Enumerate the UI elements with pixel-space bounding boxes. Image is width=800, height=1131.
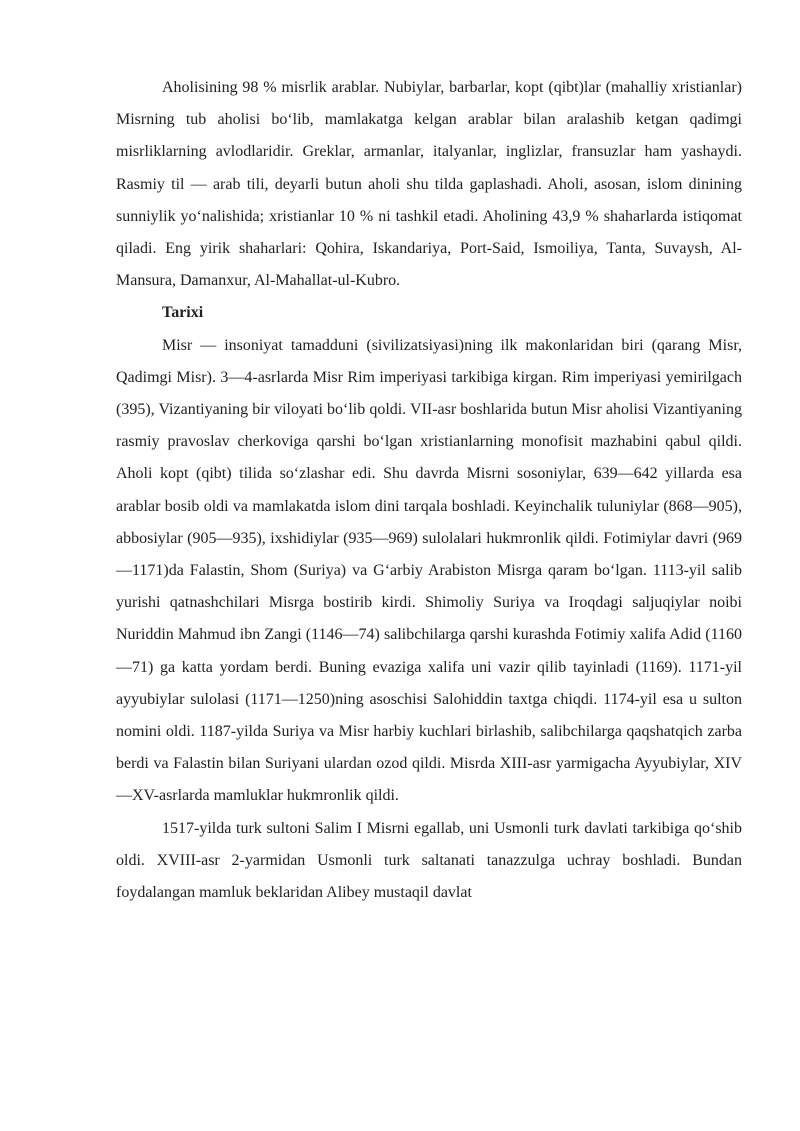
paragraph-history: Misr — insoniyat tamadduni (sivilizatsiyasi)ning ilk makonlaridan biri (qarang Misr, Qadimgi Misr). 3—4-asrlarda Misr Rim imperiyasi tarkibiga kirgan. Rim imperiyasi yemirilgach (395), Vizantiyaning bir viloyati bo‘lib qoldi. VII-asr boshlarida butun Misr aholisi Vizantiyaning rasmiy pravoslav cherkoviga qarshi bo‘lgan xristianlarning monofisit mazhabini qabul qildi. Aholi kopt (qibt) tilida so‘zlashar edi. Shu davrda Misrni sosoniylar, 639—642 yillarda esa arablar bosib oldi va mamlakatda islom dini tarqala boshladi. Keyinchalik tuluniylar (868—905), abbosiylar (905—935), ixshidiylar (935—969) sulolalari hukmronlik qildi. Fotimiylar davri (969—1171)da Falastin, Shom (Suriya) va G‘arbiy Arabiston Misrga qaram bo‘lgan. 1113-yil salib yurishi qatnashchilari Misrga bostirib kirdi. Shimoliy Suriya va Iroqdagi saljuqiylar noibi Nuriddin Mahmud ibn Zangi (1146—74) salibchilarga qarshi kurashda Fotimiy xalifa Adid (1160—71) ga katta yordam berdi. Buning evaziga xalifa uni vazir qilib tayinladi (1169). 1171-yil ayyubiylar sulolasi (1171—1250)ning asoschisi Salohiddin taxtga chiqdi. 1174-yil esa u sulton nomini oldi. 1187-yilda Suriya va Misr harbiy kuchlari birlashib, salibchilarga qaqshatqich zarba berdi va Falastin bilan Suriyani ulardan ozod qildi. Misrda XIII-asr yarmigacha Ayyubiylar, XIV—XV-asrlarda mamluklar hukmronlik qildi.	[116, 336, 742, 805]
document-body	[116, 72, 742, 909]
paragraph-population: Aholisining 98 % misrlik arablar. Nubiylar, barbarlar, kopt (qibt)lar (mahalliy xristianlar) Misrning tub aholisi bo‘lib, mamlakatga kelgan arablar bilan aralashib ketgan qadimgi misrliklarning avlodlaridir. Greklar, armanlar, italyanlar, inglizlar, fransuzlar ham yashaydi. Rasmiy til — arab tili, deyarli butun aholi shu tilda gaplashadi. Aholi, asosan, islom dinining sunniylik yo‘nalishida; xristianlar 10 % ni tashkil etadi. Aholining 43,9 % shaharlarda istiqomat qiladi. Eng yirik shaharlari: Qohira, Iskandariya, Port-Said, Ismoiliya, Tanta, Suvaysh, Al-Mansura, Damanxur, Al-Mahallat-ul-Kubro.	[116, 79, 742, 290]
section-heading-history: Tarixi	[162, 304, 204, 322]
paragraph-ottoman: 1517-yilda turk sultoni Salim I Misrni egallab, uni Usmonli turk davlati tarkibiga qo‘shib oldi. XVIII-asr 2-yarmidan Usmonli turk saltanati tanazzulga uchray boshladi. Bundan foydalangan mamluk beklaridan Alibey mustaqil davlat	[116, 819, 742, 902]
